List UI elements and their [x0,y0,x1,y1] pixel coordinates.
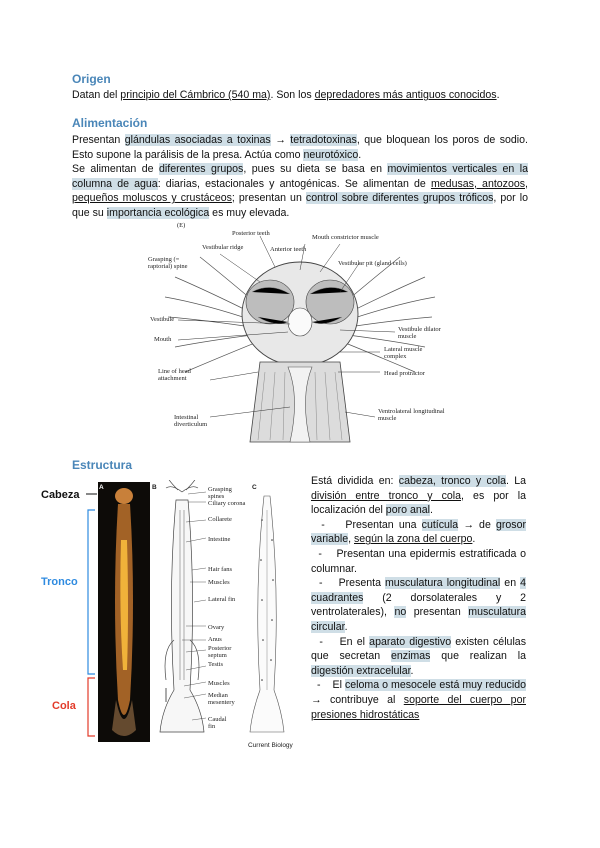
panel-b: B [152,484,157,491]
label-hair-fans: Hair fans [208,566,233,573]
bullet-cuticula [311,518,526,547]
highlighted-text: tetradotoxinas [290,134,357,146]
highlighted-text: musculatura circular [311,606,526,633]
label-muscles: Muscles [208,579,230,586]
label-vestibular-pit: Vestibular pit (gland cells) [338,260,407,267]
text: Se alimentan de [72,163,159,175]
text: es muy elevada. [209,206,290,219]
bullet-dash: - [321,518,325,531]
text: . [344,620,348,633]
highlighted-text: no [394,606,407,619]
panel-c: C [252,484,257,491]
highlighted-text: musculatura longitudinal [384,577,501,590]
label-vestibular-ridge: Vestibular ridge [202,244,244,251]
paragraph-origen [72,88,528,103]
figure-credit: Current Biology [248,742,293,749]
panel-letter: (E) [177,222,186,229]
text: , pues su dieta se basa en [243,163,388,175]
bullet-dash: - [319,577,323,590]
text: . [472,533,476,546]
text: que realizan la [430,650,526,663]
underlined-text: división entre tronco y cola [311,489,462,502]
label-line-head: Line of head attachment [158,368,191,382]
bullet-dash: - [317,679,321,692]
text: El [332,679,345,692]
chaetognath-head-figure [140,222,460,444]
label-ovary: Ovary [208,624,225,631]
estructura-paragraph [311,474,526,518]
estructura-text [311,474,526,722]
underlined-text: medusas, antozoos, pequeños moluscos y crustáceos [72,177,528,205]
paragraph-alimentacion-1 [72,133,528,162]
label-posterior-septum: Posterior septum [208,645,232,659]
text: : diarias, estacionales y antogénicas. Se alimentan de [157,177,431,190]
text: en [500,577,521,590]
label-anterior-teeth: Anterior teeth [270,246,307,253]
label-lateral-muscle: Lateral muscle complex [384,346,423,360]
heading-origen: Origen [72,72,111,86]
label-ventrolateral: Ventrolateral longitudinal muscle [378,408,445,422]
bullet-dash: - [318,547,322,560]
highlighted-text: importancia ecológica [106,206,210,219]
bullet-digestivo [311,635,526,679]
heading-alimentacion: Alimentación [72,116,148,130]
text: , que bloquean los poros de sodio. Esto supone la parálisis de la presa. Actúa como [72,134,528,161]
underlined-text: depredadores más antiguos conocidos [314,89,497,101]
underlined-text: soporte del cuerpo por presiones hidrostáticas [311,693,526,721]
text: . [358,148,362,161]
text: Presentan una [345,518,422,531]
text: En el [339,635,370,648]
highlighted-text: 4 cuadrantes [311,577,526,604]
label-mouth-constrictor: Mouth constrictor muscle [312,234,379,241]
label-ciliary-corona: Ciliary corona [208,500,246,507]
label-grasping-spine: Grasping (= raptorial) spine [148,256,188,270]
highlighted-text: poro anal [385,504,430,517]
text: Presentan una epidermis estratificada o columnar. [311,547,526,575]
highlighted-text: aparato digestivo [369,635,452,648]
text: . [429,504,433,517]
label-vestibule: Vestibule [150,316,175,323]
highlighted-text: control sobre diferentes grupos tróficos [305,192,494,205]
highlighted-text: enzimas [391,650,431,663]
text: . Son los [270,89,315,101]
label-muscles-2: Muscles [208,680,230,687]
highlighted-text: movimientos verticales en la columna de agua [72,163,528,190]
text: ; presentan un [231,192,306,205]
text: → [270,134,291,146]
label-intestine: Intestine [208,536,231,543]
label-grasping-spines: Grasping spines [208,486,232,500]
bullet-dash: - [319,635,323,648]
body-structure-figure [82,480,312,752]
highlighted-text: digestión extracelular [311,664,411,677]
bullet-epidermis [311,547,526,576]
label-testis: Testis [208,661,224,668]
highlighted-text: diferentes grupos [159,163,244,175]
bullet-celoma [311,678,526,722]
highlighted-text: glándulas asociadas a toxinas [124,134,271,146]
text: . [496,89,500,101]
label-head-protractor: Head protractor [384,370,425,377]
underlined-text: principio del Cámbrico (540 ma) [120,89,271,101]
highlighted-text: celoma o mesocele está muy reducido [344,679,526,692]
highlighted-text: cabeza, tronco y cola [398,475,506,487]
highlighted-text: grosor variable [311,518,527,546]
text: Datan del [72,89,121,101]
label-collarete: Collarete [208,516,232,523]
text: . La [505,475,527,487]
text: , [348,533,354,546]
text: (2 dorsolaterales y 2 ventrolaterales), [311,591,526,619]
label-vestibule-dilator: Vestibule dilator muscle [398,326,441,340]
label-cola: Cola [52,700,76,712]
text: presentan [406,606,469,619]
text: Presentan [72,134,125,146]
text: , por lo que su [72,192,528,219]
label-lateral-fin: Lateral fin [208,596,236,603]
label-tronco: Tronco [41,576,78,588]
label-intestinal: Intestinal diverticulum [174,414,208,428]
text: . [410,664,414,677]
text: → de [458,518,496,531]
paragraph-alimentacion-2 [72,162,528,220]
label-caudal-fin: Caudal fin [208,716,227,730]
text: Presenta [338,577,385,590]
label-median-mesentery: Median mesentery [208,692,235,706]
label-cabeza: Cabeza [41,489,80,501]
text: , es por la localización del [311,489,526,517]
text: Está dividida en: [311,475,399,487]
underlined-text: según la zona del cuerpo [354,533,473,546]
text: → contribuye al [311,693,404,706]
highlighted-text: neurotóxico [303,148,359,161]
label-anus: Anus [208,636,222,643]
panel-a: A [99,484,104,491]
label-mouth: Mouth [154,336,172,343]
highlighted-text: cutícula [421,518,459,531]
heading-estructura: Estructura [72,458,133,472]
bullet-musculatura [311,576,526,634]
label-posterior-teeth: Posterior teeth [232,230,270,237]
text: existen células que secretan [311,635,526,663]
